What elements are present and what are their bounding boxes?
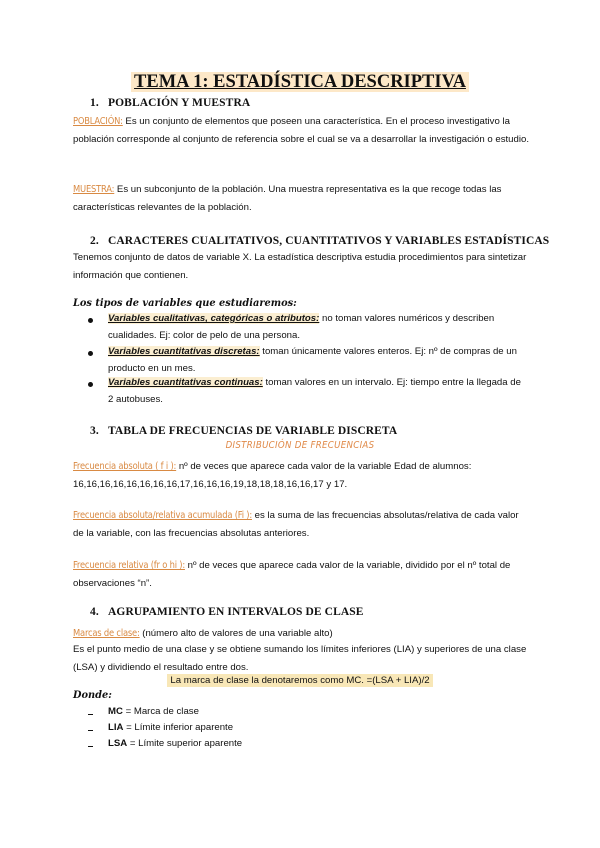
frecuencia-absoluta-paragraph: Frecuencia absoluta ( f i ): nº de veces que aparece cada valor de la variable Edad de alumnos: 16,16,16,16,16,16,16,16,17,16,16,16,19,18,18,18,16,16,17 y 17. <box>73 461 472 490</box>
variable-types-heading: Los tipos de variables que estudiaremos: <box>73 298 297 309</box>
section-2-heading: 2. CARACTERES CUALITATIVOS, CUANTITATIVOS Y VARIABLES ESTADÍSTICAS <box>90 235 550 247</box>
page-title: TEMA 1: ESTADÍSTICA DESCRIPTIVA <box>0 72 600 93</box>
marcas-de-clase-term: Marcas de clase: <box>73 628 140 639</box>
distribucion-subheading: DISTRIBUCIÓN DE FRECUENCIAS <box>225 440 375 451</box>
frecuencia-acumulada-paragraph: Frecuencia absoluta/relativa acumulada (Fi ): es la suma de las frecuencias absolutas/relativa de cada valor de la variable, con las frecuencias absolutas anteriores. <box>73 510 519 539</box>
definition-item: LSA = Límite superior aparente <box>108 738 243 749</box>
bullet-icon <box>88 351 93 356</box>
list-item: Variables cualitativas, categóricas o atributos: no toman valores numéricos y describen cualidades. Ej: color de pelo de una persona. <box>108 313 495 341</box>
section-1-heading: 1. POBLACIÓN Y MUESTRA <box>90 97 251 109</box>
donde-label: Donde: <box>73 690 112 701</box>
section-4-text: Es el punto medio de una clase y se obtiene sumando los límites inferiores (LIA) y superiores de una clase (LSA) y dividiendo el resultado entre dos. <box>73 644 527 673</box>
section-2-intro: Tenemos conjunto de datos de variable X. La estadística descriptiva estudia procedimientos para sintetizar información que contienen. <box>73 252 527 281</box>
formula: La marca de clase la denotaremos como MC. =(LSA + LIA)/2 <box>0 675 600 686</box>
list-item: Variables cuantitativas continuas: toman valores en un intervalo. Ej: tiempo entre la llegada de 2 autobuses. <box>108 377 521 405</box>
muestra-paragraph: MUESTRA: Es un subconjunto de la población. Una muestra representativa es la que recoge todas las características relevantes de la población. <box>73 184 502 213</box>
list-item: Variables cuantitativas discretas: toman únicamente valores enteros. Ej: nº de compras de un producto en un mes. <box>108 346 517 374</box>
definition-item: LIA = Límite inferior aparente <box>108 722 234 733</box>
bullet-icon <box>88 318 93 323</box>
frecuencia-relativa-paragraph: Frecuencia relativa (fr o hi ): nº de veces que aparece cada valor de la variable, dividido por el nº total de observaciones “n”. <box>73 560 511 589</box>
poblacion-paragraph: POBLACIÓN: Es un conjunto de elementos que poseen una característica. En el proceso investigativo la población corresponde al conjunto de referencia sobre el cual se va a desarrollar la investigación o estudio. <box>73 116 529 145</box>
dash-icon <box>88 730 93 731</box>
section-4-heading: 4. AGRUPAMIENTO EN INTERVALOS DE CLASE <box>90 606 364 618</box>
dash-icon <box>88 746 93 747</box>
frecuencia-acumulada-term: Frecuencia absoluta/relativa acumulada (Fi ): <box>73 510 252 521</box>
bullet-icon <box>88 382 93 387</box>
definition-item: MC = Marca de clase <box>108 706 199 717</box>
frecuencia-relativa-term: Frecuencia relativa (fr o hi ): <box>73 560 185 571</box>
muestra-term: MUESTRA: <box>73 184 115 195</box>
poblacion-term: POBLACIÓN: <box>73 116 123 127</box>
section-3-heading: 3. TABLA DE FRECUENCIAS DE VARIABLE DISCRETA <box>90 425 398 437</box>
dash-icon <box>88 714 93 715</box>
frecuencia-absoluta-term: Frecuencia absoluta ( f i ): <box>73 461 177 472</box>
marcas-de-clase-line: Marcas de clase: (número alto de valores de una variable alto) <box>73 628 333 639</box>
